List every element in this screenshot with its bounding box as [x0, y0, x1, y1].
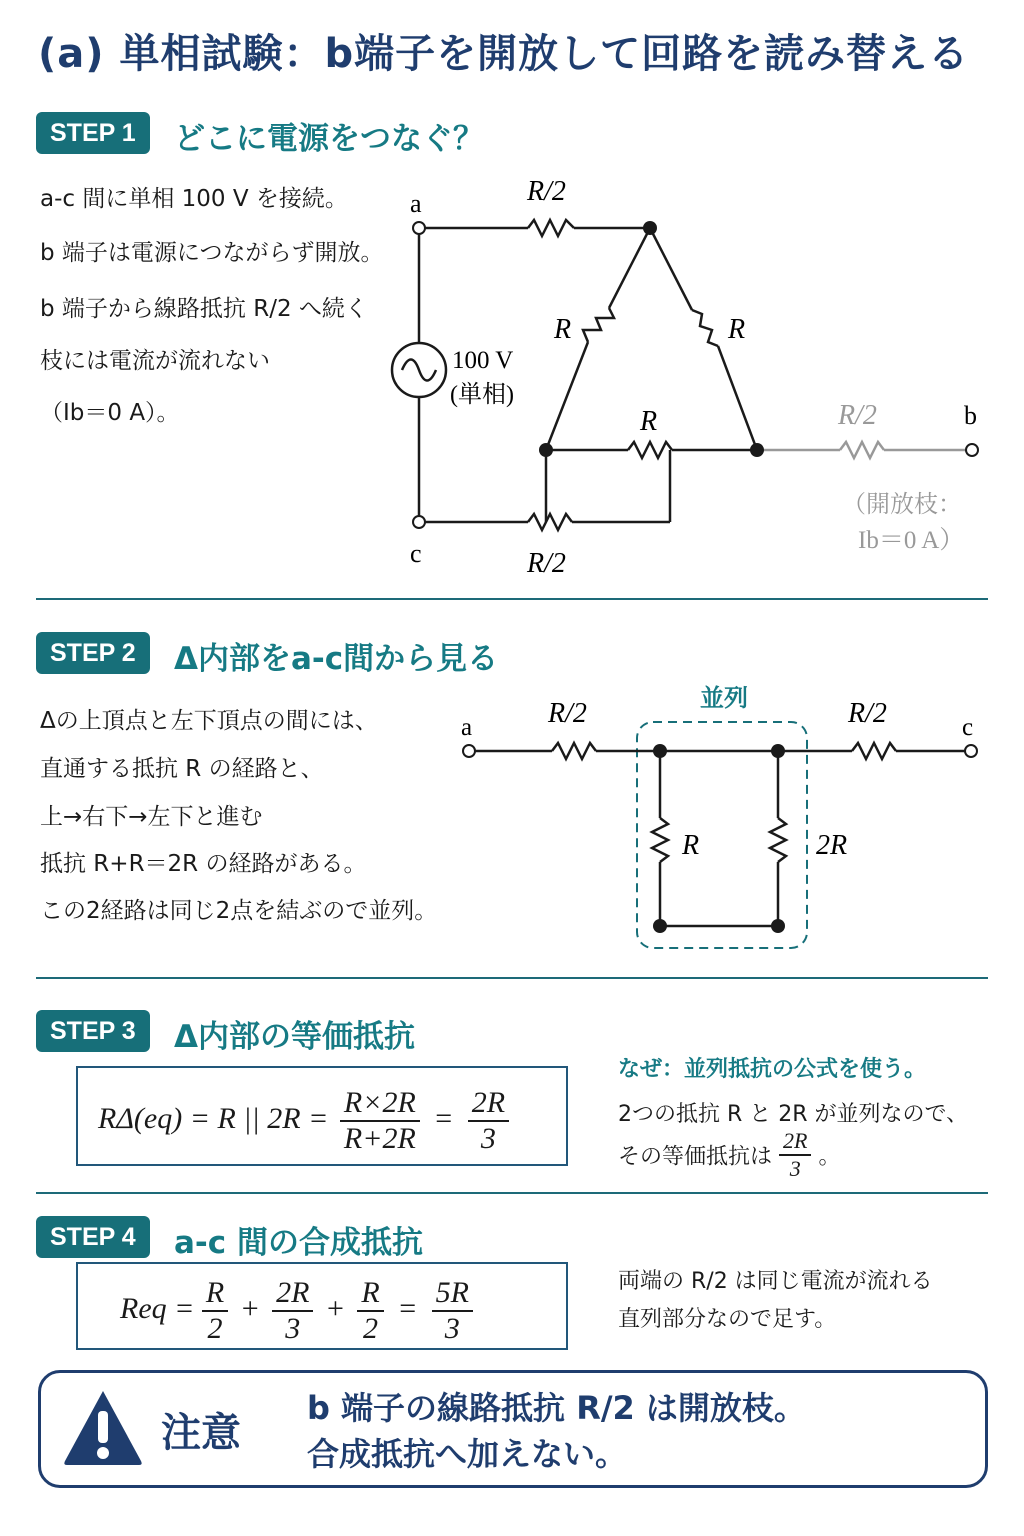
- source-type-label: (単相): [450, 382, 514, 408]
- divider-1: [36, 598, 988, 600]
- step3-badge: STEP 3: [36, 1010, 150, 1052]
- step2-r-half-right: R/2: [848, 698, 887, 729]
- step2-line-1: Δの上頂点と左下頂点の間には、: [40, 708, 378, 734]
- open-branch-current: Ib＝0 A）: [858, 527, 965, 554]
- step3-frac1-den: R+2R: [343, 1122, 416, 1155]
- step4-eq-lhs: Req =: [120, 1291, 195, 1325]
- step3-why-frac-num: 2R: [779, 1128, 811, 1156]
- source-voltage-label: 100 V: [452, 347, 514, 374]
- step1-badge: STEP 1: [36, 112, 150, 154]
- step2-r-label: R: [682, 830, 700, 861]
- step1-line-5: （Ib＝0 A）。: [40, 400, 180, 426]
- warning-icon: [61, 1387, 145, 1467]
- step1-line-2: b 端子は電源につながらず開放。: [40, 240, 384, 266]
- step2-r-half-left: R/2: [548, 698, 587, 729]
- caution-line-1: b 端子の線路抵抗 R/2 は開放枝。: [307, 1389, 806, 1427]
- node-b-label: b: [964, 401, 977, 430]
- step2-2r-label: 2R: [816, 830, 848, 861]
- step4-side-line1: 両端の R/2 は同じ電流が流れる: [618, 1269, 933, 1294]
- step4-badge: STEP 4: [36, 1216, 150, 1258]
- r-right-label: R: [728, 314, 746, 345]
- step4-res-num: 5R: [432, 1276, 473, 1312]
- divider-3: [36, 1192, 988, 1194]
- caution-label: 注意: [161, 1410, 241, 1456]
- step4-equals: =: [399, 1291, 417, 1325]
- step2-circuit-diagram: [450, 675, 1010, 965]
- step2-line-3: 上→右下→左下と進む: [40, 804, 263, 830]
- step1-line-1: a-c 間に単相 100 V を接続。: [40, 186, 348, 212]
- step4-t2-den: 3: [285, 1312, 301, 1345]
- step4-t1-den: 2: [207, 1312, 223, 1345]
- step3-heading: Δ内部の等価抵抗: [174, 1019, 415, 1055]
- step1-line-3: b 端子から線路抵抗 R/2 へ続く: [40, 296, 368, 322]
- step2-badge: STEP 2: [36, 632, 150, 674]
- step3-eq-equals: =: [435, 1101, 453, 1135]
- step1-heading: どこに電源をつなぐ？: [174, 121, 484, 157]
- step3-why-line2-wrap: [618, 1128, 840, 1182]
- step2-node-c: c: [962, 714, 974, 741]
- open-branch-label: （開放枝：: [842, 492, 962, 518]
- step2-line-2: 直通する抵抗 R の経路と、: [40, 756, 324, 782]
- divider-2: [36, 977, 988, 979]
- step4-plus-1: +: [241, 1291, 259, 1325]
- step3-why-head: なぜ：並列抵抗の公式を使う。: [618, 1057, 927, 1082]
- step2-line-5: この2経路は同じ2点を結ぶので並列。: [40, 898, 438, 924]
- r-half-top-label: R/2: [527, 176, 566, 207]
- step2-node-a: a: [461, 714, 473, 741]
- step3-why-end: 。: [818, 1144, 841, 1170]
- step4-t3-num: R: [357, 1276, 383, 1312]
- step4-equation-box: [76, 1262, 568, 1350]
- step4-t2-num: 2R: [272, 1276, 313, 1312]
- step3-frac2-num: 2R: [468, 1086, 509, 1122]
- parallel-label: 並列: [700, 686, 748, 712]
- step4-t3-den: 2: [363, 1312, 379, 1345]
- node-a-label: a: [410, 189, 422, 218]
- step1-circuit-diagram: [380, 170, 1010, 590]
- step2-line-4: 抵抗 R+R＝2R の経路がある。: [40, 851, 367, 877]
- node-c-label: c: [410, 539, 422, 568]
- step3-equation: [98, 1086, 509, 1156]
- step4-equation: [120, 1276, 473, 1346]
- step3-eq-lhs: RΔ(eq) = R || 2R =: [98, 1101, 329, 1135]
- step3-frac1-num: R×2R: [340, 1086, 420, 1122]
- r-bottom-label: R: [640, 406, 658, 437]
- step3-frac2-den: 3: [480, 1122, 496, 1155]
- step1-line-4: 枝には電流が流れない: [40, 348, 270, 374]
- caution-line-2: 合成抵抗へ加えない。: [307, 1435, 628, 1473]
- step4-side-line2: 直列部分なので足す。: [618, 1307, 837, 1332]
- r-left-label: R: [554, 314, 572, 345]
- r-half-top-resistor: [528, 220, 574, 236]
- step3-why-line2: その等価抵抗は: [618, 1144, 773, 1170]
- r-half-b-label: R/2: [838, 400, 877, 431]
- step2-heading: Δ内部をa-c間から見る: [174, 641, 499, 677]
- caution-box: [38, 1370, 988, 1488]
- step4-plus-2: +: [326, 1291, 344, 1325]
- r-half-bottom-label: R/2: [527, 548, 566, 579]
- step4-t1-num: R: [202, 1276, 228, 1312]
- step3-equation-box: [76, 1066, 568, 1166]
- page-title: (a) 単相試験：b端子を開放して回路を読み替える: [38, 31, 970, 77]
- step3-why-frac-den: 3: [789, 1156, 801, 1181]
- step3-why-line1: 2つの抵抗 R と 2R が並列なので、: [618, 1102, 969, 1127]
- step4-heading: a-c 間の合成抵抗: [174, 1225, 423, 1261]
- step4-res-den: 3: [444, 1312, 460, 1345]
